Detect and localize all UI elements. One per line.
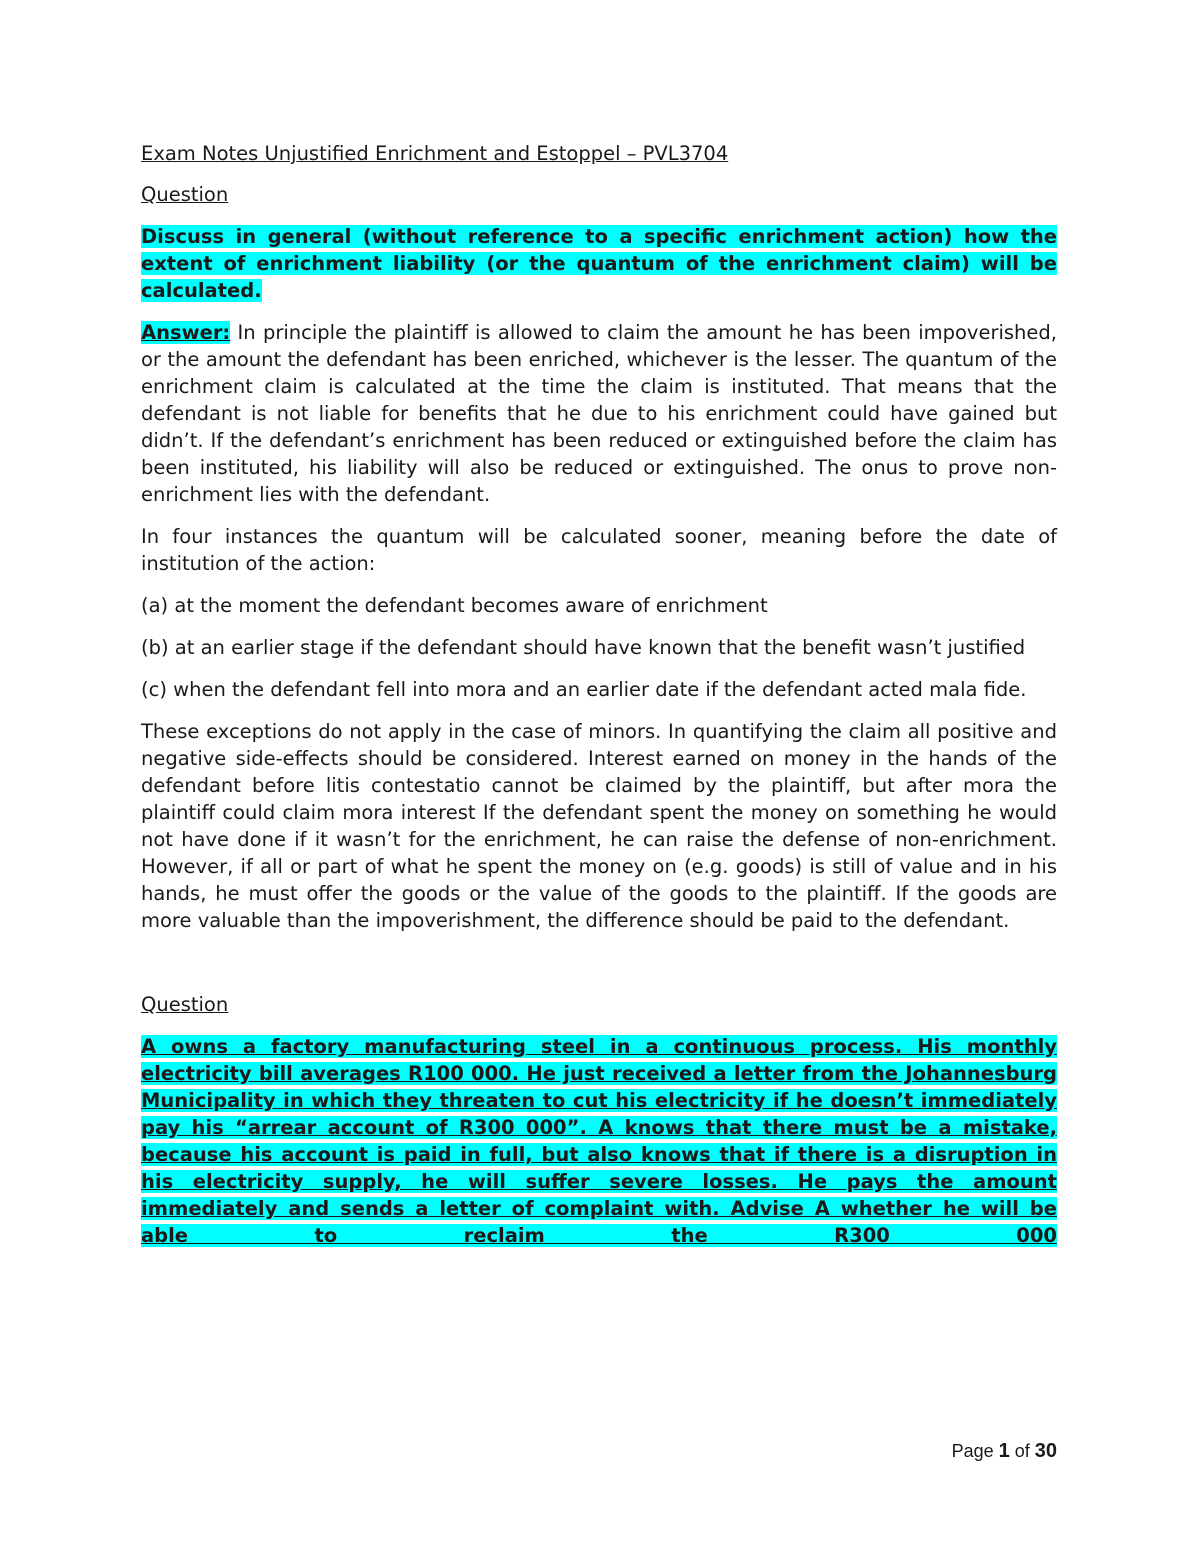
answer-paragraph [141,319,1057,508]
question-2-text [141,1033,1057,1249]
document-body [141,140,1057,1249]
instance-item-b: (b) at an earlier stage if the defendant should have known that the benefit wasn’t justified [141,636,1026,659]
instance-item-c: (c) when the defendant fell into mora and an earlier date if the defendant acted mala fide. [141,678,1027,701]
page-number-footer [945,1440,1057,1463]
question-1-highlight: Discuss in general (without reference to a specific enrichment action) how the extent of enrichment liability (or the quantum of the enrichment claim) will be calculated. [141,225,1057,302]
instance-item-a: (a) at the moment the defendant becomes aware of enrichment [141,594,768,617]
exceptions-paragraph: These exceptions do not apply in the case of minors. In quantifying the claim all positive and negative side-effects should be considered. Interest earned on money in the hands of the defendant before litis contestatio cannot be claimed by the plaintiff, but after mora the plaintiff could claim mora interest If the defendant spent the money on something he would not have done if it wasn’t for the enrichment, he can raise the defense of non-enrichment. However, if all or part of what he spent the money on (e.g. goods) is still of value and in his hands, he must offer the goods or the value of the goods to the plaintiff. If the goods are more valuable than the impoverishment, the difference should be paid to the defendant. [141,720,1057,932]
of-word: of [1009,1441,1035,1461]
answer-label: Answer: [141,321,231,344]
question-1-heading: Question [141,183,229,206]
current-page-number: 1 [998,1440,1010,1462]
question-2-highlight: A owns a factory manufacturing steel in a continuous process. His monthly electricity bill averages R100 000. He just received a letter from the Johannesburg Municipality in which they threaten to cut his electricity if he doesn’t immediately pay his “arrear account of R300 000”. A knows that there must be a mistake, because his account is paid in full, but also knows that if there is a disruption in his electricity supply, he will suffer severe losses. He pays the amount immediately and sends a letter of complaint with. Advise A whether he will be able to reclaim the R300 000 [141,1035,1057,1247]
question-2-heading: Question [141,993,229,1016]
instances-intro: In four instances the quantum will be calculated sooner, meaning before the date of institution of the action: [141,525,1057,575]
page-word: Page [951,1441,999,1461]
question-1-text [141,223,1057,304]
answer-text: In principle the plaintiff is allowed to claim the amount he has been impoverished, or the amount the defendant has been enriched, whichever is the lesser. The quantum of the enrichment claim is calculated at the time the claim is instituted. That means that the defendant is not liable for benefits that he due to his enrichment could have gained but didn’t. If the defendant’s enrichment has been reduced or extinguished before the claim has been instituted, his liability will also be reduced or extinguished. The onus to prove non-enrichment lies with the defendant. [141,321,1057,506]
section-spacer [141,949,1057,991]
document-title: Exam Notes Unjustified Enrichment and Estoppel – PVL3704 [141,142,729,165]
total-page-count: 30 [1034,1440,1057,1462]
